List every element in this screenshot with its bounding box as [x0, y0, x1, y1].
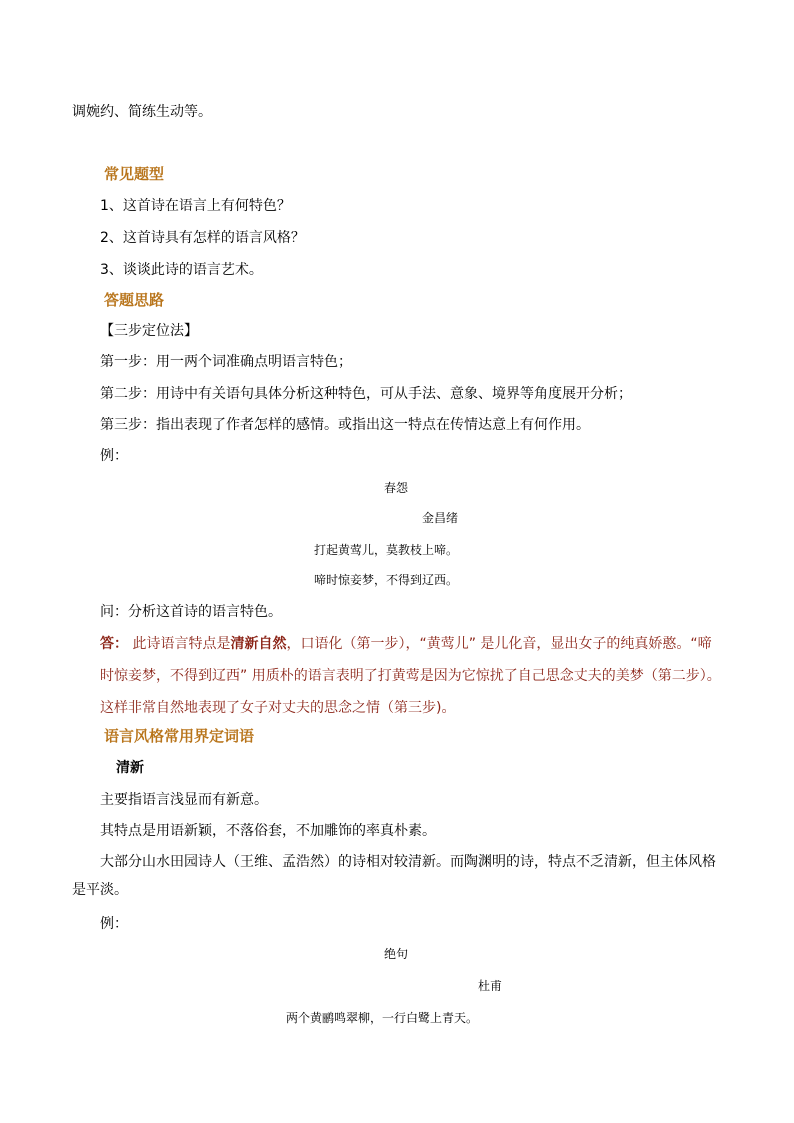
step-1: 第一步：用一两个词准确点明语言特色； [100, 354, 352, 370]
poem-author: 金昌绪 [422, 511, 459, 525]
section-heading-common-types: 常见题型 [104, 165, 165, 183]
poem-line: 打起黄莺儿，莫教枝上啼。 [314, 543, 459, 557]
question: 问：分析这首诗的语言特色。 [100, 604, 282, 620]
style-paragraph: 大部分山水田园诗人（王维、孟浩然）的诗相对较清新。而陶渊明的诗，特点不乏清新，但主体风格是平淡。 [72, 854, 716, 898]
method-label: 【三步定位法】 [100, 323, 198, 339]
subheading-qingxin: 清新 [116, 760, 144, 776]
poem-author: 杜甫 [478, 979, 503, 993]
top-line: 调婉约、简练生动等。 [72, 104, 212, 120]
answer-text: 此诗语言特点是 [132, 636, 231, 652]
poem-line: 两个黄鹂鸣翠柳，一行白鹭上青天。 [286, 1011, 479, 1025]
definition-line: 主要指语言浅显而有新意。 [100, 792, 268, 808]
example-label: 例： [100, 916, 128, 932]
list-item: 1、这首诗在语言上有何特色？ [100, 198, 291, 214]
answer-text: ，口语化（第一步），“黄莺儿” 是儿化音，显出女子的纯真娇憨。“啼时惊妾梦，不得到辽西” 用质朴的语言表明了打黄莺是因为它惊扰了自己思念丈夫的美梦（第二步）。 这样非常自然地表现了女子对丈夫的思念之情（第三步)。 [100, 636, 721, 716]
poem-title: 春怨 [384, 481, 409, 495]
step-3: 第三步：指出表现了作者怎样的感情。或指出这一特点在传情达意上有何作用。 [100, 417, 590, 433]
example-label: 例： [100, 448, 128, 464]
step-2: 第二步：用诗中有关语句具体分析这种特色，可从手法、意象、境界等角度展开分析； [100, 386, 632, 402]
list-item: 2、这首诗具有怎样的语言风格？ [100, 230, 305, 246]
answer-keyword: 清新自然 [230, 636, 287, 652]
answer-label: 答： [100, 636, 128, 652]
poem-line: 啼时惊妾梦，不得到辽西。 [314, 573, 459, 587]
section-heading-style-terms: 语言风格常用界定词语 [104, 727, 255, 745]
section-heading-answer-approach: 答题思路 [104, 291, 165, 309]
poem-title: 绝句 [384, 947, 409, 961]
list-item: 3、谈谈此诗的语言艺术。 [100, 262, 263, 278]
answer-paragraph [72, 628, 724, 724]
definition-line: 其特点是用语新颖，不落俗套，不加雕饰的率真朴素。 [100, 823, 436, 839]
